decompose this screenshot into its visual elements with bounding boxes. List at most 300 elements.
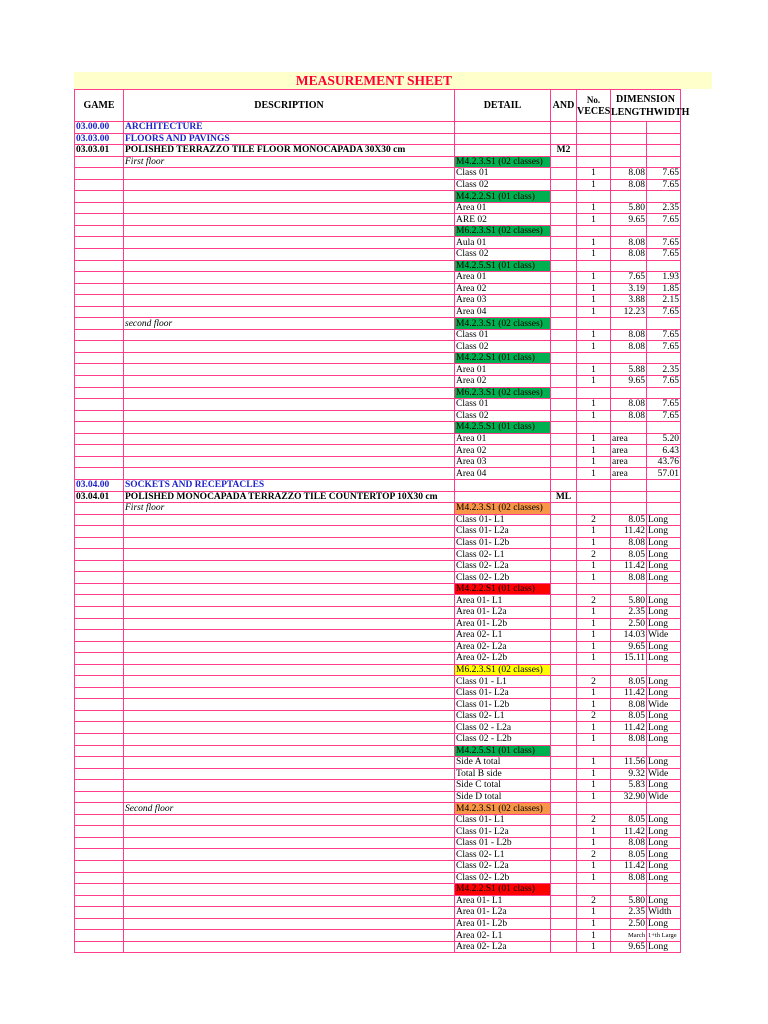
cell-width: 2.35	[647, 364, 681, 376]
table-row	[75, 433, 681, 445]
cell-length: 2.50	[611, 918, 647, 930]
cell-length	[611, 422, 647, 434]
cell-description	[124, 606, 455, 618]
cell-game	[75, 225, 124, 237]
cell-width: Long	[647, 814, 681, 826]
cell-width: Long	[647, 514, 681, 526]
table-row	[75, 387, 681, 399]
table-row	[75, 537, 681, 549]
table-row	[75, 710, 681, 722]
cell-width: 6.43	[647, 445, 681, 457]
header-dimension-sub	[611, 106, 690, 119]
cell-and	[551, 560, 577, 572]
cell-detail: M4.2.5.S1 (01 class)	[455, 422, 551, 434]
cell-width	[647, 664, 681, 676]
cell-description	[124, 283, 455, 295]
cell-veces: 1	[577, 399, 611, 411]
cell-veces: 1	[577, 907, 611, 919]
cell-length: 8.08	[611, 249, 647, 261]
cell-and	[551, 514, 577, 526]
cell-length: area	[611, 468, 647, 480]
cell-and	[551, 376, 577, 388]
cell-width: Long	[647, 710, 681, 722]
cell-description	[124, 664, 455, 676]
cell-length: 15.11	[611, 653, 647, 665]
cell-veces: 2	[577, 710, 611, 722]
cell-and	[551, 168, 577, 180]
cell-and	[551, 791, 577, 803]
cell-description	[124, 595, 455, 607]
cell-width: Long	[647, 872, 681, 884]
cell-game	[75, 364, 124, 376]
cell-and	[551, 133, 577, 145]
cell-length: 3.88	[611, 295, 647, 307]
cell-and	[551, 364, 577, 376]
cell-description	[124, 272, 455, 284]
cell-veces	[577, 422, 611, 434]
table-row	[75, 653, 681, 665]
cell-veces: 1	[577, 722, 611, 734]
cell-and	[551, 664, 577, 676]
header-detail: DETAIL	[455, 90, 551, 122]
cell-width	[647, 583, 681, 595]
cell-length	[611, 122, 647, 134]
cell-width: 7.65	[647, 410, 681, 422]
cell-veces	[577, 191, 611, 203]
cell-length	[611, 145, 647, 157]
cell-length: 11.42	[611, 687, 647, 699]
cell-game	[75, 503, 124, 515]
cell-detail: M6.2.3.S1 (02 classes)	[455, 387, 551, 399]
cell-veces	[577, 503, 611, 515]
cell-detail: Class 01 - L1	[455, 676, 551, 688]
cell-description	[124, 399, 455, 411]
table-row	[75, 768, 681, 780]
cell-game	[75, 456, 124, 468]
table-row	[75, 468, 681, 480]
cell-description	[124, 422, 455, 434]
cell-width: 1.85	[647, 283, 681, 295]
cell-description	[124, 826, 455, 838]
cell-description: First floor	[124, 156, 455, 168]
table-row	[75, 826, 681, 838]
cell-and	[551, 410, 577, 422]
cell-length: March	[611, 930, 647, 942]
cell-veces: 1	[577, 930, 611, 942]
cell-detail: Area 02- L2a	[455, 641, 551, 653]
table-row	[75, 341, 681, 353]
cell-veces: 1	[577, 618, 611, 630]
cell-and	[551, 387, 577, 399]
cell-length: 8.08	[611, 572, 647, 584]
cell-width	[647, 260, 681, 272]
cell-veces: 1	[577, 861, 611, 873]
cell-and	[551, 768, 577, 780]
table-row	[75, 606, 681, 618]
cell-and: ML	[551, 491, 577, 503]
cell-width: Long	[647, 780, 681, 792]
cell-game	[75, 895, 124, 907]
cell-description	[124, 791, 455, 803]
cell-and	[551, 630, 577, 642]
cell-length	[611, 352, 647, 364]
cell-width	[647, 884, 681, 896]
table-row	[75, 514, 681, 526]
cell-game	[75, 549, 124, 561]
cell-description	[124, 641, 455, 653]
cell-description: FLOORS AND PAVINGS	[124, 133, 455, 145]
cell-length: 7.65	[611, 272, 647, 284]
cell-width: Long	[647, 560, 681, 572]
cell-description	[124, 618, 455, 630]
cell-detail: M4.2.5.S1 (01 class)	[455, 745, 551, 757]
cell-game	[75, 768, 124, 780]
cell-width: Long	[647, 826, 681, 838]
cell-detail	[455, 133, 551, 145]
cell-veces: 1	[577, 237, 611, 249]
cell-veces	[577, 133, 611, 145]
cell-length: 11.42	[611, 722, 647, 734]
cell-width: 43.76	[647, 456, 681, 468]
cell-detail: M4.2.2.S1 (01 class)	[455, 884, 551, 896]
cell-length: area	[611, 456, 647, 468]
table-row	[75, 780, 681, 792]
cell-description	[124, 225, 455, 237]
cell-and	[551, 433, 577, 445]
cell-length: 11.42	[611, 826, 647, 838]
cell-game	[75, 606, 124, 618]
cell-width: Long	[647, 687, 681, 699]
cell-veces: 1	[577, 272, 611, 284]
header-length: LENGTH	[611, 106, 654, 118]
cell-detail: Class 02 - L2a	[455, 722, 551, 734]
cell-detail: Class 02- L2a	[455, 560, 551, 572]
cell-description	[124, 676, 455, 688]
cell-detail: M4.2.5.S1 (01 class)	[455, 260, 551, 272]
cell-length: 9.65	[611, 376, 647, 388]
cell-game	[75, 202, 124, 214]
cell-game	[75, 283, 124, 295]
cell-description	[124, 433, 455, 445]
cell-description	[124, 849, 455, 861]
table-row	[75, 526, 681, 538]
cell-game	[75, 687, 124, 699]
cell-width	[647, 745, 681, 757]
cell-description	[124, 572, 455, 584]
header-dimension	[611, 90, 690, 122]
cell-game	[75, 780, 124, 792]
cell-width	[647, 318, 681, 330]
cell-detail: Area 02	[455, 283, 551, 295]
cell-detail: M4.2.3.S1 (02 classes)	[455, 803, 551, 815]
table-row	[75, 491, 681, 503]
cell-width: Long	[647, 526, 681, 538]
cell-veces: 2	[577, 895, 611, 907]
table-row	[75, 884, 681, 896]
cell-and	[551, 225, 577, 237]
cell-description	[124, 895, 455, 907]
cell-width	[647, 387, 681, 399]
cell-detail: Area 04	[455, 468, 551, 480]
cell-length: area	[611, 433, 647, 445]
cell-description: second floor	[124, 318, 455, 330]
cell-description	[124, 526, 455, 538]
cell-length: 8.05	[611, 549, 647, 561]
cell-width	[647, 225, 681, 237]
cell-game	[75, 907, 124, 919]
cell-game	[75, 560, 124, 572]
cell-length: 9.32	[611, 768, 647, 780]
cell-and	[551, 606, 577, 618]
cell-game	[75, 526, 124, 538]
cell-detail: M4.2.3.S1 (02 classes)	[455, 503, 551, 515]
cell-game: 03.04.00	[75, 479, 124, 491]
cell-and	[551, 272, 577, 284]
cell-veces	[577, 479, 611, 491]
cell-width	[647, 156, 681, 168]
cell-description	[124, 179, 455, 191]
cell-detail: Class 01- L1	[455, 814, 551, 826]
table-row	[75, 456, 681, 468]
table-row	[75, 664, 681, 676]
cell-veces: 1	[577, 433, 611, 445]
cell-description	[124, 468, 455, 480]
cell-and	[551, 941, 577, 953]
cell-game	[75, 884, 124, 896]
cell-length: 2.50	[611, 618, 647, 630]
cell-game	[75, 179, 124, 191]
cell-width: Long	[647, 722, 681, 734]
cell-description	[124, 872, 455, 884]
cell-and	[551, 318, 577, 330]
header-no-veces	[577, 90, 611, 122]
sheet-title: MEASUREMENT SHEET	[295, 73, 453, 88]
cell-length: 8.05	[611, 849, 647, 861]
cell-game	[75, 791, 124, 803]
table-row	[75, 918, 681, 930]
table-row	[75, 745, 681, 757]
cell-length: 2.35	[611, 907, 647, 919]
cell-width: Long	[647, 918, 681, 930]
cell-description	[124, 549, 455, 561]
header-game: GAME	[75, 90, 124, 122]
cell-detail: Area 02	[455, 445, 551, 457]
cell-width: 1+th Large	[647, 930, 681, 942]
table-row	[75, 133, 681, 145]
cell-description	[124, 202, 455, 214]
cell-veces: 1	[577, 410, 611, 422]
table-row	[75, 272, 681, 284]
cell-and	[551, 503, 577, 515]
cell-width: Wide	[647, 768, 681, 780]
cell-width: Long	[647, 641, 681, 653]
cell-length: 11.56	[611, 757, 647, 769]
cell-game	[75, 699, 124, 711]
cell-length: 8.08	[611, 168, 647, 180]
cell-and	[551, 352, 577, 364]
cell-veces: 1	[577, 606, 611, 618]
cell-description	[124, 191, 455, 203]
cell-and: M2	[551, 145, 577, 157]
cell-veces: 1	[577, 341, 611, 353]
cell-game	[75, 630, 124, 642]
cell-length: 8.08	[611, 699, 647, 711]
cell-veces: 2	[577, 549, 611, 561]
table-row	[75, 410, 681, 422]
cell-and	[551, 895, 577, 907]
cell-width: 7.65	[647, 179, 681, 191]
table-row	[75, 722, 681, 734]
cell-and	[551, 156, 577, 168]
cell-and	[551, 422, 577, 434]
cell-veces: 1	[577, 780, 611, 792]
cell-detail: Class 02	[455, 341, 551, 353]
cell-description	[124, 687, 455, 699]
cell-detail: Class 02- L2a	[455, 861, 551, 873]
cell-detail: Class 01- L2a	[455, 826, 551, 838]
cell-detail: M4.2.2.S1 (01 class)	[455, 191, 551, 203]
cell-veces: 1	[577, 653, 611, 665]
cell-and	[551, 733, 577, 745]
cell-veces: 1	[577, 456, 611, 468]
cell-detail: Area 01- L2a	[455, 606, 551, 618]
cell-length: 9.65	[611, 214, 647, 226]
cell-description	[124, 733, 455, 745]
cell-description	[124, 168, 455, 180]
cell-width	[647, 479, 681, 491]
cell-veces: 1	[577, 837, 611, 849]
cell-width: Width	[647, 907, 681, 919]
cell-veces: 1	[577, 560, 611, 572]
cell-game	[75, 861, 124, 873]
cell-game: 03.04.01	[75, 491, 124, 503]
cell-and	[551, 306, 577, 318]
header-and: AND	[551, 90, 577, 122]
cell-width: 7.65	[647, 237, 681, 249]
cell-length: 9.65	[611, 641, 647, 653]
cell-veces: 1	[577, 733, 611, 745]
cell-width	[647, 122, 681, 134]
cell-game: 03.03.01	[75, 145, 124, 157]
cell-and	[551, 249, 577, 261]
cell-description: Second floor	[124, 803, 455, 815]
cell-width: Long	[647, 549, 681, 561]
header-no: No.	[586, 94, 601, 105]
cell-length	[611, 225, 647, 237]
cell-game	[75, 306, 124, 318]
cell-description	[124, 757, 455, 769]
cell-and	[551, 526, 577, 538]
cell-description	[124, 814, 455, 826]
header-veces: VECES	[577, 105, 611, 117]
cell-veces: 1	[577, 826, 611, 838]
cell-detail: Class 01	[455, 399, 551, 411]
cell-description	[124, 306, 455, 318]
cell-width: Long	[647, 861, 681, 873]
cell-description	[124, 237, 455, 249]
cell-game	[75, 191, 124, 203]
cell-description	[124, 768, 455, 780]
cell-veces	[577, 803, 611, 815]
cell-detail: M4.2.2.S1 (01 class)	[455, 352, 551, 364]
cell-description	[124, 918, 455, 930]
table-row	[75, 733, 681, 745]
cell-game	[75, 930, 124, 942]
cell-veces: 1	[577, 168, 611, 180]
cell-veces: 2	[577, 595, 611, 607]
cell-width: 7.65	[647, 249, 681, 261]
cell-detail: Area 01	[455, 364, 551, 376]
table-row	[75, 872, 681, 884]
header-row	[75, 90, 681, 122]
table-row	[75, 837, 681, 849]
cell-width: 1.93	[647, 272, 681, 284]
cell-veces: 1	[577, 757, 611, 769]
table-row	[75, 572, 681, 584]
cell-detail: Class 01	[455, 329, 551, 341]
cell-detail: Area 01	[455, 272, 551, 284]
table-row	[75, 237, 681, 249]
cell-game	[75, 837, 124, 849]
cell-length: 11.42	[611, 560, 647, 572]
cell-description	[124, 884, 455, 896]
cell-length	[611, 479, 647, 491]
cell-and	[551, 687, 577, 699]
cell-and	[551, 653, 577, 665]
cell-description	[124, 583, 455, 595]
cell-width: Long	[647, 537, 681, 549]
cell-detail	[455, 122, 551, 134]
cell-length: 14.03	[611, 630, 647, 642]
cell-detail: M6.2.3.S1 (02 classes)	[455, 664, 551, 676]
cell-veces	[577, 491, 611, 503]
cell-game	[75, 249, 124, 261]
table-row	[75, 941, 681, 953]
cell-game	[75, 595, 124, 607]
cell-veces	[577, 583, 611, 595]
cell-and	[551, 699, 577, 711]
cell-and	[551, 745, 577, 757]
cell-length: 8.08	[611, 341, 647, 353]
cell-description: ARCHITECTURE	[124, 122, 455, 134]
cell-width	[647, 491, 681, 503]
cell-veces: 1	[577, 295, 611, 307]
cell-width: Long	[647, 606, 681, 618]
table-row	[75, 641, 681, 653]
cell-detail: M4.2.2.S1 (01 class)	[455, 583, 551, 595]
cell-detail: Area 02- L1	[455, 630, 551, 642]
cell-detail: Side C total	[455, 780, 551, 792]
cell-width	[647, 803, 681, 815]
cell-length: 8.05	[611, 514, 647, 526]
cell-description	[124, 410, 455, 422]
cell-description	[124, 780, 455, 792]
cell-description	[124, 260, 455, 272]
table-row	[75, 791, 681, 803]
cell-width: Wide	[647, 699, 681, 711]
cell-width: Long	[647, 733, 681, 745]
cell-and	[551, 572, 577, 584]
cell-veces: 1	[577, 214, 611, 226]
cell-veces: 1	[577, 872, 611, 884]
cell-detail: Class 02- L1	[455, 849, 551, 861]
table-row	[75, 560, 681, 572]
cell-length: 8.08	[611, 872, 647, 884]
cell-width: Wide	[647, 630, 681, 642]
cell-game	[75, 572, 124, 584]
cell-detail	[455, 491, 551, 503]
cell-game	[75, 260, 124, 272]
